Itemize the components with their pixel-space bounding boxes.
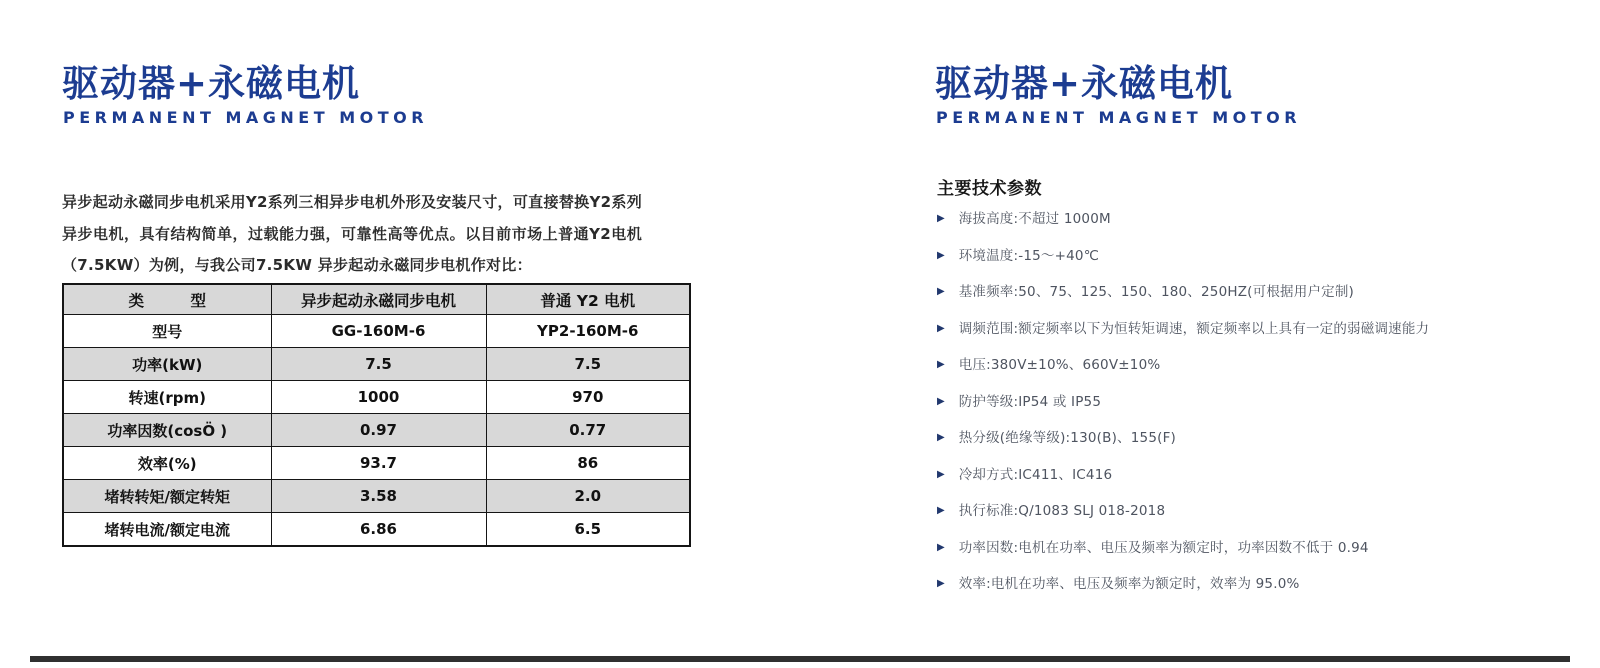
comparison-table [62, 283, 691, 547]
section-title-tech-params: 主要技术参数 [937, 179, 1042, 199]
table-cell-label: 堵转转矩/额定转矩 [63, 480, 271, 513]
table-header-pmsm: 异步起动永磁同步电机 [271, 284, 486, 315]
table-cell-label: 堵转电流/额定电流 [63, 513, 271, 547]
table-cell-pmsm: 3.58 [271, 480, 486, 513]
triangle-bullet-icon: ▶ [937, 359, 945, 370]
triangle-bullet-icon: ▶ [937, 395, 945, 407]
table-cell-label: 型号 [63, 315, 271, 348]
table-cell-pmsm: GG-160M-6 [271, 315, 486, 348]
intro-paragraph: 异步起动永磁同步电机采用Y2系列三相异步电机外形及安装尺寸，可直接替换Y2系列异步电机，具有结构简单，过载能力强，可靠性高等优点。以目前市场上普通Y2电机（7.5KW）为例，与我公司7.5KW 异步起动永磁同步电机作对比： [62, 193, 642, 274]
table-cell-pmsm: 6.86 [271, 513, 486, 547]
table-cell-label: 转速(rpm) [63, 381, 271, 414]
param-item [937, 577, 1557, 592]
param-text: 执行标准:Q/1083 SLJ 018-2018 [958, 503, 1166, 519]
table-cell-y2: YP2-160M-6 [486, 315, 690, 348]
triangle-bullet-icon: ▶ [937, 249, 945, 261]
table-cell-y2: 2.0 [486, 480, 690, 513]
table-cell-label: 功率因数(cosÖ ) [63, 414, 271, 447]
table-cell-pmsm: 7.5 [271, 348, 486, 381]
page-footer-rule [30, 656, 1570, 662]
table-row [63, 348, 690, 381]
param-item [937, 358, 1557, 373]
triangle-bullet-icon: ▶ [937, 322, 945, 334]
param-text: 热分级(绝缘等级):130(B)、155(F) [958, 430, 1177, 446]
param-text: 电压:380V±10%、660V±10% [958, 357, 1161, 373]
table-row [63, 414, 690, 447]
triangle-bullet-icon: ▶ [937, 541, 945, 553]
param-item [937, 395, 1557, 410]
table-cell-pmsm: 1000 [271, 381, 486, 414]
table-cell-label: 功率(kW) [63, 348, 271, 381]
param-text: 防护等级:IP54 或 IP55 [958, 393, 1102, 410]
triangle-bullet-icon: ▶ [937, 286, 945, 297]
table-header-row [63, 284, 690, 315]
left-page-subtitle: PERMANENT MAGNET MOTOR [63, 108, 429, 127]
left-page-title: 驱动器+永磁电机 [62, 62, 361, 105]
param-item [937, 322, 1557, 337]
param-item [937, 504, 1557, 519]
right-page-title: 驱动器+永磁电机 [935, 62, 1234, 105]
param-item [937, 468, 1557, 483]
param-item [937, 431, 1557, 446]
param-text: 环境温度:-15～+40℃ [958, 247, 1100, 264]
table-header-type: 类 型 [63, 284, 271, 315]
right-page-subtitle: PERMANENT MAGNET MOTOR [936, 108, 1302, 127]
table-cell-y2: 970 [486, 381, 690, 414]
table-row [63, 513, 690, 547]
table-cell-pmsm: 0.97 [271, 414, 486, 447]
table-header-y2: 普通 Y2 电机 [486, 284, 690, 315]
table-row [63, 381, 690, 414]
table-cell-y2: 7.5 [486, 348, 690, 381]
table-cell-y2: 86 [486, 447, 690, 480]
triangle-bullet-icon: ▶ [937, 505, 945, 516]
table-row [63, 480, 690, 513]
tech-param-list [937, 212, 1557, 614]
triangle-bullet-icon: ▶ [937, 213, 945, 224]
param-item [937, 249, 1557, 264]
param-text: 海拔高度:不超过 1000M [958, 211, 1111, 227]
param-text: 功率因数:电机在功率、电压及频率为额定时，功率因数不低于 0.94 [958, 539, 1369, 556]
table-cell-label: 效率(%) [63, 447, 271, 480]
param-text: 调频范围:额定频率以下为恒转矩调速，额定频率以上具有一定的弱磁调速能力 [958, 320, 1430, 337]
param-item [937, 212, 1557, 227]
param-text: 效率:电机在功率、电压及频率为额定时，效率为 95.0% [958, 576, 1300, 592]
triangle-bullet-icon: ▶ [937, 432, 945, 443]
table-cell-pmsm: 93.7 [271, 447, 486, 480]
param-text: 基准频率:50、75、125、150、180、250HZ(可根据用户定制) [958, 284, 1355, 300]
param-item [937, 285, 1557, 300]
table-cell-y2: 0.77 [486, 414, 690, 447]
param-item [937, 541, 1557, 556]
triangle-bullet-icon: ▶ [937, 578, 945, 589]
param-text: 冷却方式:IC411、IC416 [958, 466, 1113, 483]
table-row [63, 315, 690, 348]
triangle-bullet-icon: ▶ [937, 468, 945, 480]
table-cell-y2: 6.5 [486, 513, 690, 547]
table-row [63, 447, 690, 480]
